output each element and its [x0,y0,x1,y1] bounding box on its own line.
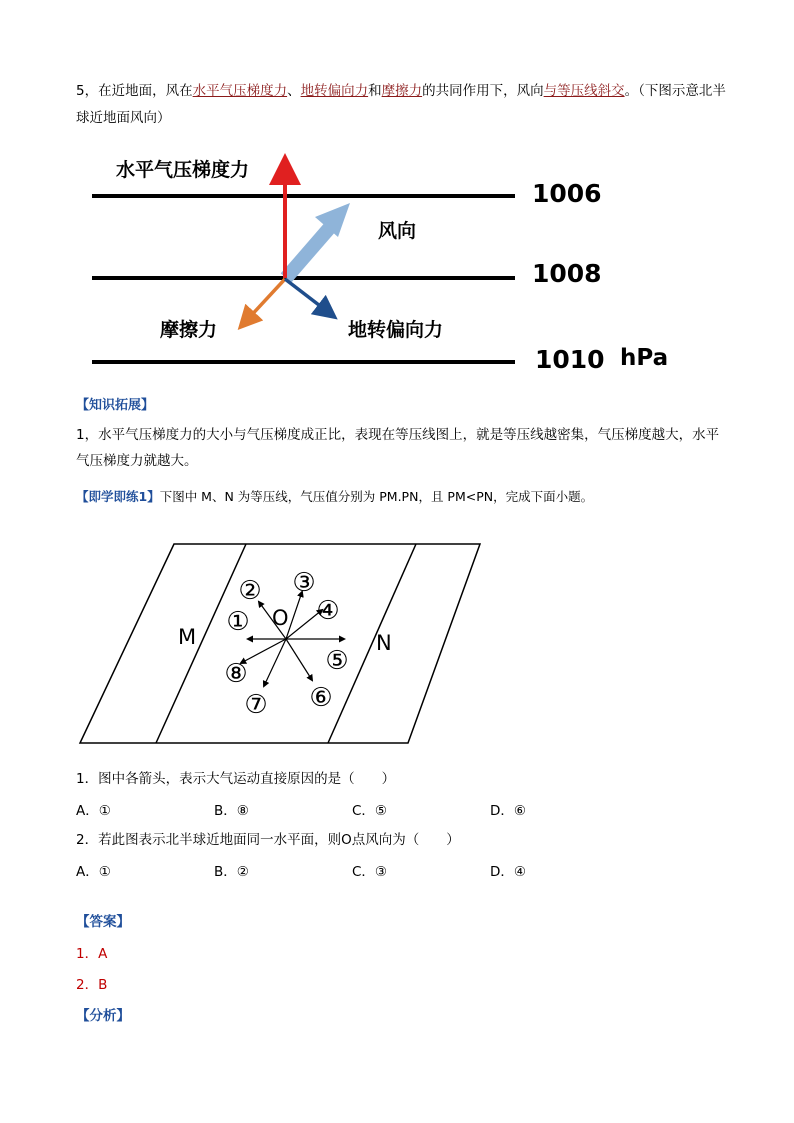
plane-outline [80,544,480,743]
arrow-label-3: ③ [292,568,316,598]
label-friction: 摩擦力 [160,319,218,341]
wind-direction-arrow [286,225,332,278]
label-o: O [272,606,289,630]
answer-1: 1．A [76,946,108,962]
label-n: N [376,631,392,655]
term-coriolis[interactable]: 地转偏向力 [300,83,369,99]
coriolis-arrow [285,279,328,312]
q1-option-a[interactable]: A．① [76,803,111,819]
term-oblique[interactable]: 与等压线斜交 [543,83,625,99]
arrow-8 [241,639,286,663]
analysis-heading: 【分析】 [76,1008,130,1024]
question-1-stem: 1．图中各箭头，表示大气运动直接原因的是（ ） [76,771,396,787]
answer-2: 2．B [76,977,108,993]
q1-option-d[interactable]: D．⑥ [490,803,526,819]
q2-option-c[interactable]: C．③ [352,864,388,880]
isobar-arrow-figure [76,540,486,746]
arrow-7 [264,639,286,686]
q2-option-b[interactable]: B．② [214,864,249,880]
isobar-m [156,544,246,743]
isobar-n [328,544,416,743]
term-friction[interactable]: 摩擦力 [381,83,423,99]
wind-force-diagram [80,145,700,380]
question-2-stem: 2．若此图表示北半球近地面同一水平面，则O点风向为（ ） [76,832,460,848]
q2-option-d[interactable]: D．④ [490,864,526,880]
label-wind-direction: 风向 [378,220,417,242]
knowledge-heading: 【知识拓展】 [76,398,155,413]
knowledge-text: 1，水平气压梯度力的大小与气压梯度成正比，表现在等压线图上，就是等压线越密集，气压梯度越大，水平气压梯度力就越大。 [76,427,720,469]
practice-heading: 【即学即练1】 [76,489,160,504]
intro-lead: 5，在近地面，风在 [76,83,193,99]
practice-paragraph [76,483,726,510]
q1-option-b[interactable]: B．⑧ [214,803,249,819]
q1-option-c[interactable]: C．⑤ [352,803,388,819]
friction-arrow [246,279,285,321]
arrow-label-1: ① [226,607,250,637]
arrow-label-2: ② [238,576,262,606]
isobar-value-1006: 1006 [532,179,602,208]
arrow-label-6: ⑥ [309,683,333,713]
q2-option-a[interactable]: A．① [76,864,111,880]
intro-paragraph: 5，在近地面，风在水平气压梯度力、地转偏向力和摩擦力的共同作用下，风向与等压线斜交。（下图示意北半球近地面风向） [76,83,726,126]
isobar-value-1010: 1010 [535,345,605,374]
arrow-6 [286,639,312,680]
arrow-label-7: ⑦ [244,690,268,720]
isobar-value-1008: 1008 [532,259,602,288]
label-coriolis: 地转偏向力 [348,319,444,341]
term-pressure-gradient[interactable]: 水平气压梯度力 [192,83,288,99]
arrow-label-8: ⑧ [224,659,248,689]
arrow-label-5: ⑤ [325,646,349,676]
label-m: M [178,625,197,649]
answer-heading: 【答案】 [76,914,130,930]
pressure-unit: hPa [620,345,669,371]
label-pressure-gradient-force: 水平气压梯度力 [116,159,250,181]
practice-text: 下图中 M、N 为等压线，气压值分别为 PM.PN，且 PM<PN，完成下面小题。 [159,489,594,504]
arrow-label-4: ④ [316,596,340,626]
